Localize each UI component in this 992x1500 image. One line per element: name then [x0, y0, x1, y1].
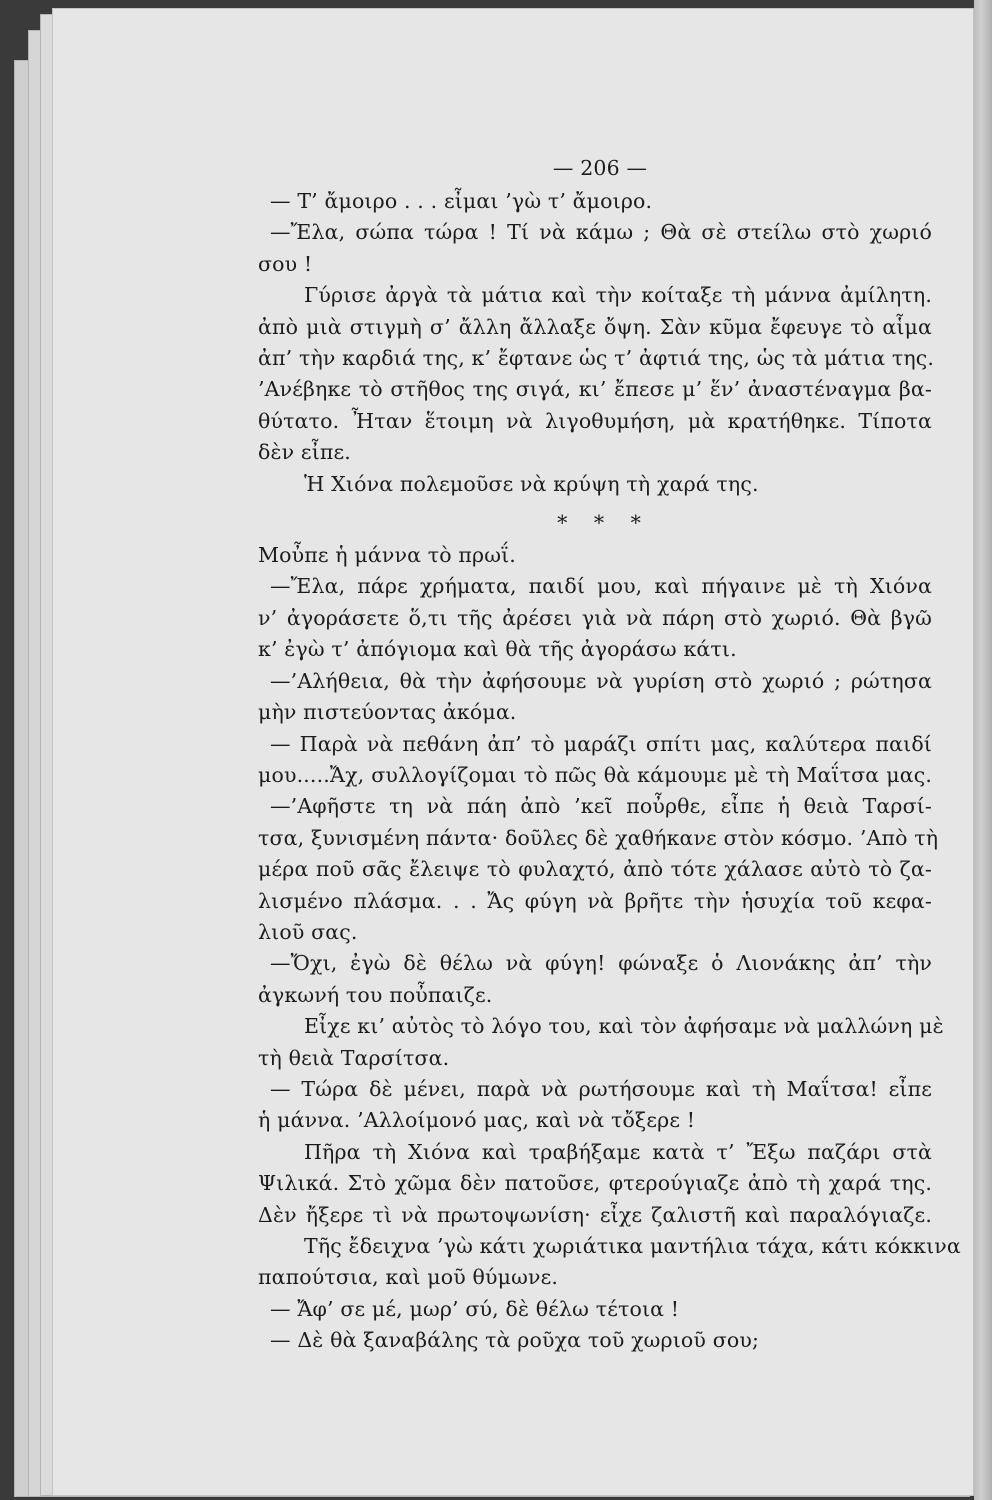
text-line: ν’ ἀγοράσετε ὅ,τι τῆς ἀρέσει γιὰ νὰ πάρη στὸ χωριό. Θὰ βγῶ	[258, 605, 932, 630]
text-line: Πῆρα τὴ Χιόνα καὶ τραβήξαμε κατὰ τ’ Ἔξω παζάρι στὰ	[304, 1139, 932, 1164]
text-line: λισμένο πλάσμα. . . Ἄς φύγη νὰ βρῆτε τὴν ἡσυχία τοῦ κεφα-	[258, 888, 932, 913]
text-line: Γύρισε ἀργὰ τὰ μάτια καὶ τὴν κοίταξε τὴ μάννα ἀμίλητη.	[304, 283, 932, 308]
text-line: Ψιλικά. Στὸ χῶμα δὲν πατοῦσε, φτερούγιαζε ἀπὸ τὴ χαρά της.	[258, 1171, 932, 1196]
text-line: Ἡ Χιόνα πολεμοῦσε νὰ κρύψη τὴ χαρά της.	[304, 471, 759, 496]
text-line: θύτατο. Ἦταν ἕτοιμη νὰ λιγοθυμήση, μὰ κρατήθηκε. Τίποτα	[258, 408, 932, 433]
text-line: — Παρὰ νὰ πεθάνη ἀπ’ τὸ μαράζι σπίτι μας, καλύτερα παιδί	[270, 731, 932, 756]
text-line: — Δὲ θὰ ξαναβάλης τὰ ροῦχα τοῦ χωριοῦ σου;	[270, 1328, 760, 1353]
text-line: ἀπὸ μιὰ στιγμὴ σ’ ἄλλη ἄλλαξε ὄψη. Σὰν κῦμα ἔφευγε τὸ αἷμα	[258, 314, 932, 339]
text-line: τὴ θειὰ Ταρσίτσα.	[258, 1045, 450, 1070]
text-line: τσα, ξυνισμένη πάντα· δοῦλες δὲ χαθήκανε στὸν κόσμο. ’Απὸ τὴ	[258, 825, 939, 850]
text-line: μέρα ποῦ σᾶς ἔλειψε τὸ φυλαχτό, ἀπὸ τότε χάλασε αὐτὸ τὸ ζα-	[258, 857, 932, 882]
section-break: * * *	[557, 511, 651, 536]
text-line: —Ἔλα, σώπα τώρα ! Τί νὰ κάμω ; Θὰ σὲ στείλω στὸ χωριό	[270, 220, 932, 245]
text-line: κ’ ἐγὼ τ’ ἀπόγιομα καὶ θὰ τῆς ἀγοράσω κάτι.	[258, 637, 737, 662]
text-line: Εἶχε κι’ αὐτὸς τὸ λόγο του, καὶ τὸν ἀφήσαμε νὰ μαλλώνη μὲ	[304, 1014, 944, 1039]
text-line: ’Ανέβηκε τὸ στῆθος της σιγά, κι’ ἔπεσε μ’ ἕν’ ἀναστέναγμα βα-	[258, 377, 932, 402]
text-line: μὴν πιστεύοντας ἀκόμα.	[258, 700, 517, 725]
text-line: —’Αφῆστε τη νὰ πάη ἀπὸ ’κεῖ ποὖρθε, εἶπε ἡ θειὰ Ταρσί-	[270, 794, 932, 819]
text-line: σου !	[258, 251, 313, 276]
text-line: — Τώρα δὲ μένει, παρὰ νὰ ρωτήσουμε καὶ τὴ Μαΐτσα! εἶπε	[270, 1076, 932, 1101]
text-line: —’Αλήθεια, θὰ τὴν ἀφήσουμε νὰ γυρίση στὸ χωριό ; ρώτησα	[270, 668, 932, 693]
text-line: παπούτσια, καὶ μοῦ θύμωνε.	[258, 1265, 559, 1290]
text-line: ἡ μάννα. ’Αλλοίμονό μας, καὶ νὰ τὄξερε !	[258, 1108, 696, 1133]
text-line: Μοὖπε ἡ μάννα τὸ πρωΐ.	[258, 543, 516, 568]
text-line: — Τ’ ἄμοιρο . . . εἶμαι ’γὼ τ’ ἄμοιρο.	[270, 189, 653, 213]
page-number: — 206 —	[552, 156, 648, 180]
text-line: μου.....Ἄχ, συλλογίζομαι τὸ πῶς θὰ κάμουμε μὲ τὴ Μαΐτσα μας.	[258, 762, 932, 787]
text-line: λιοῦ σας.	[258, 919, 358, 944]
right-page-edge	[974, 0, 992, 1500]
text-line: ἀγκωνή του ποὖπαιζε.	[258, 982, 493, 1007]
text-line: Τῆς ἔδειχνα ’γὼ κάτι χωριάτικα μαντήλια τάχα, κάτι κόκκινα	[304, 1234, 961, 1258]
text-line: Δὲν ἤξερε τὶ νὰ πρωτοψωνίση· εἶχε ζαλιστῆ καὶ παραλόγιαζε.	[258, 1202, 932, 1227]
text-line: — Ἄφ’ σε μέ, μωρ’ σύ, δὲ θέλω τέτοια !	[270, 1296, 680, 1321]
page-text	[258, 150, 961, 1357]
text-line: ἀπ’ τὴν καρδιά της, κ’ ἔφτανε ὡς τ’ ἀφτιά της, ὡς τὰ μάτια της.	[258, 346, 935, 371]
text-line: δὲν εἶπε.	[258, 440, 351, 465]
text-line: —Ὄχι, ἐγὼ δὲ θέλω νὰ φύγη! φώναξε ὁ Λιονάκης ἀπ’ τὴν	[270, 951, 932, 976]
text-line: —Ἔλα, πάρε χρήματα, παιδί μου, καὶ πήγαινε μὲ τὴ Χιόνα	[270, 574, 932, 599]
